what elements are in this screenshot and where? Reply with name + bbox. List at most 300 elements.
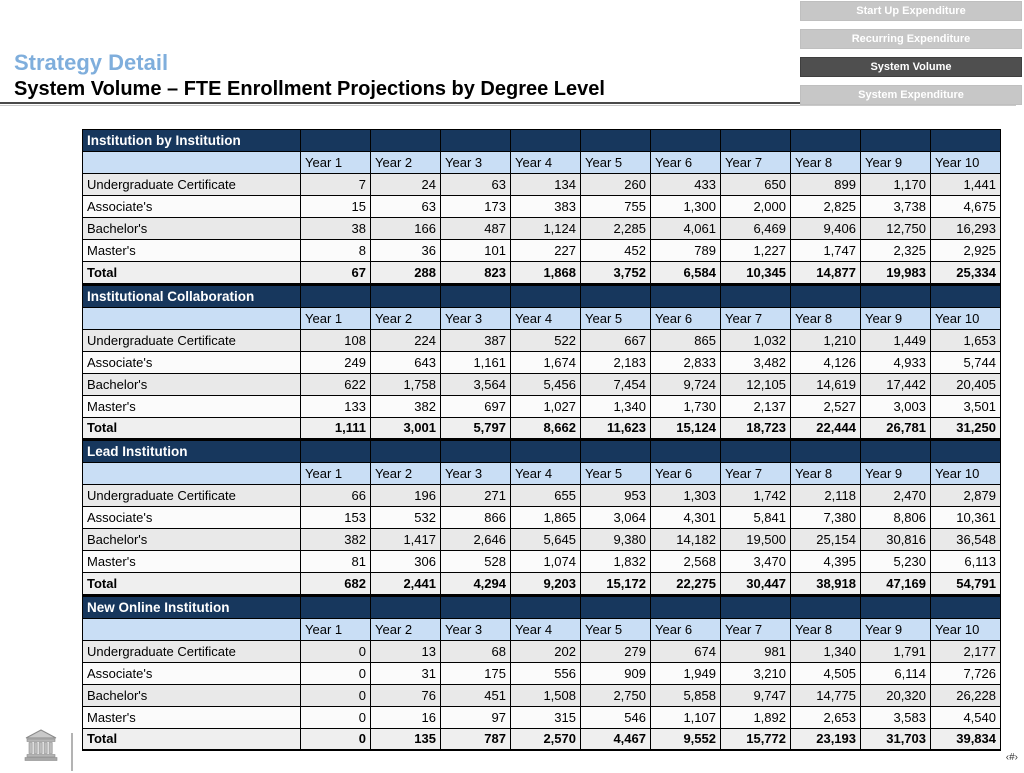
value-cell: 271: [441, 485, 511, 507]
value-cell: 26,228: [931, 684, 1001, 706]
total-value-cell: 682: [301, 573, 371, 595]
total-value-cell: 15,772: [721, 728, 791, 750]
value-cell: 1,653: [931, 329, 1001, 351]
table-title-spacer-cell: [791, 596, 861, 618]
year-header-cell: Year 5: [581, 152, 651, 174]
value-cell: 24: [371, 174, 441, 196]
value-cell: 1,449: [861, 329, 931, 351]
value-cell: 306: [371, 551, 441, 573]
value-cell: 13: [371, 640, 441, 662]
table-section-header: [83, 596, 1001, 618]
total-value-cell: 10,345: [721, 262, 791, 284]
year-header-cell: Year 6: [651, 307, 721, 329]
value-cell: 528: [441, 551, 511, 573]
value-cell: 1,227: [721, 240, 791, 262]
value-cell: 14,182: [651, 529, 721, 551]
table-title-spacer-cell: [301, 441, 371, 463]
value-cell: 866: [441, 507, 511, 529]
value-cell: 0: [301, 640, 371, 662]
table-title-spacer-cell: [721, 285, 791, 307]
table-title-spacer-cell: [441, 130, 511, 152]
table-title-spacer-cell: [791, 130, 861, 152]
total-row: [83, 417, 1001, 439]
value-cell: 8,806: [861, 507, 931, 529]
year-header-cell: Year 10: [931, 152, 1001, 174]
value-cell: 655: [511, 485, 581, 507]
year-header-cell: Year 7: [721, 463, 791, 485]
total-value-cell: 9,552: [651, 728, 721, 750]
value-cell: 755: [581, 196, 651, 218]
table-section-header: [83, 130, 1001, 152]
degree-label-cell: Bachelor's: [83, 373, 301, 395]
total-value-cell: 1,111: [301, 417, 371, 439]
value-cell: 2,325: [861, 240, 931, 262]
year-header-cell: Year 9: [861, 152, 931, 174]
degree-label-cell: Undergraduate Certificate: [83, 174, 301, 196]
total-value-cell: 22,444: [791, 417, 861, 439]
value-cell: 1,949: [651, 662, 721, 684]
value-cell: 522: [511, 329, 581, 351]
value-cell: 2,825: [791, 196, 861, 218]
value-cell: 101: [441, 240, 511, 262]
table-row: [83, 640, 1001, 662]
value-cell: 279: [581, 640, 651, 662]
value-cell: 452: [581, 240, 651, 262]
total-value-cell: 23,193: [791, 728, 861, 750]
value-cell: 1,417: [371, 529, 441, 551]
value-cell: 3,210: [721, 662, 791, 684]
year-header-cell: Year 4: [511, 618, 581, 640]
slide-number-placeholder: ‹#›: [1005, 752, 1018, 763]
value-cell: 0: [301, 662, 371, 684]
total-value-cell: 9,203: [511, 573, 581, 595]
value-cell: 1,300: [651, 196, 721, 218]
value-cell: 1,508: [511, 684, 581, 706]
value-cell: 3,501: [931, 395, 1001, 417]
total-value-cell: 11,623: [581, 417, 651, 439]
value-cell: 1,107: [651, 706, 721, 728]
value-cell: 5,645: [511, 529, 581, 551]
total-value-cell: 15,172: [581, 573, 651, 595]
year-header-row: [83, 618, 1001, 640]
classical-building-icon: [24, 729, 58, 766]
year-header-cell: Year 1: [301, 152, 371, 174]
value-cell: 1,124: [511, 218, 581, 240]
value-cell: 382: [371, 395, 441, 417]
value-cell: 1,161: [441, 351, 511, 373]
degree-label-cell: Associate's: [83, 662, 301, 684]
value-cell: 3,583: [861, 706, 931, 728]
value-cell: 5,858: [651, 684, 721, 706]
table-row: [83, 240, 1001, 262]
value-cell: 7,454: [581, 373, 651, 395]
projection-table: [82, 285, 1001, 441]
value-cell: 76: [371, 684, 441, 706]
table-title: Lead Institution: [83, 441, 301, 463]
table-title-spacer-cell: [791, 441, 861, 463]
year-header-row: [83, 152, 1001, 174]
value-cell: 2,118: [791, 485, 861, 507]
table-title: Institution by Institution: [83, 130, 301, 152]
value-cell: 1,032: [721, 329, 791, 351]
value-cell: 382: [301, 529, 371, 551]
tables-region: [82, 129, 1001, 751]
value-cell: 3,064: [581, 507, 651, 529]
total-value-cell: 19,983: [861, 262, 931, 284]
table-row: [83, 684, 1001, 706]
value-cell: 2,568: [651, 551, 721, 573]
value-cell: 20,320: [861, 684, 931, 706]
value-cell: 9,380: [581, 529, 651, 551]
value-cell: 532: [371, 507, 441, 529]
table-title-spacer-cell: [791, 285, 861, 307]
table-title-spacer-cell: [371, 130, 441, 152]
value-cell: 5,841: [721, 507, 791, 529]
value-cell: 30,816: [861, 529, 931, 551]
table-title-spacer-cell: [581, 441, 651, 463]
year-header-cell: Year 4: [511, 152, 581, 174]
degree-label-cell: Associate's: [83, 196, 301, 218]
value-cell: 2,527: [791, 395, 861, 417]
table-row: [83, 174, 1001, 196]
value-cell: 8: [301, 240, 371, 262]
value-cell: 667: [581, 329, 651, 351]
table-section-header: [83, 441, 1001, 463]
year-header-cell: Year 5: [581, 463, 651, 485]
value-cell: 4,301: [651, 507, 721, 529]
total-value-cell: 18,723: [721, 417, 791, 439]
table-title-spacer-cell: [721, 441, 791, 463]
table-title-spacer-cell: [861, 441, 931, 463]
value-cell: 260: [581, 174, 651, 196]
value-cell: 4,933: [861, 351, 931, 373]
total-value-cell: 5,797: [441, 417, 511, 439]
value-cell: 1,892: [721, 706, 791, 728]
total-value-cell: 67: [301, 262, 371, 284]
value-cell: 5,744: [931, 351, 1001, 373]
value-cell: 6,114: [861, 662, 931, 684]
table-title-spacer-cell: [371, 285, 441, 307]
degree-label-cell: Associate's: [83, 351, 301, 373]
value-cell: 3,564: [441, 373, 511, 395]
total-value-cell: 4,294: [441, 573, 511, 595]
value-cell: 3,482: [721, 351, 791, 373]
year-header-cell: Year 7: [721, 307, 791, 329]
year-header-cell: Year 3: [441, 618, 511, 640]
value-cell: 31: [371, 662, 441, 684]
year-header-blank-cell: [83, 152, 301, 174]
table-title-spacer-cell: [861, 285, 931, 307]
value-cell: 36,548: [931, 529, 1001, 551]
degree-label-cell: Undergraduate Certificate: [83, 640, 301, 662]
year-header-cell: Year 10: [931, 463, 1001, 485]
year-header-cell: Year 10: [931, 307, 1001, 329]
nav-button-system-volume[interactable]: System Volume: [800, 57, 1022, 77]
year-header-cell: Year 10: [931, 618, 1001, 640]
table-title: New Online Institution: [83, 596, 301, 618]
value-cell: 2,879: [931, 485, 1001, 507]
year-header-cell: Year 7: [721, 618, 791, 640]
value-cell: 1,742: [721, 485, 791, 507]
year-header-cell: Year 9: [861, 463, 931, 485]
total-value-cell: 22,275: [651, 573, 721, 595]
value-cell: 153: [301, 507, 371, 529]
total-label-cell: Total: [83, 573, 301, 595]
value-cell: 134: [511, 174, 581, 196]
total-value-cell: 47,169: [861, 573, 931, 595]
total-label-cell: Total: [83, 262, 301, 284]
value-cell: 16: [371, 706, 441, 728]
degree-label-cell: Associate's: [83, 507, 301, 529]
value-cell: 20,405: [931, 373, 1001, 395]
table-title-spacer-cell: [371, 441, 441, 463]
value-cell: 15: [301, 196, 371, 218]
value-cell: 789: [651, 240, 721, 262]
year-header-cell: Year 6: [651, 152, 721, 174]
value-cell: 36: [371, 240, 441, 262]
value-cell: 12,750: [861, 218, 931, 240]
value-cell: 1,340: [581, 395, 651, 417]
value-cell: 643: [371, 351, 441, 373]
table-row: [83, 706, 1001, 728]
value-cell: 5,456: [511, 373, 581, 395]
value-cell: 2,925: [931, 240, 1001, 262]
year-header-cell: Year 4: [511, 307, 581, 329]
value-cell: 202: [511, 640, 581, 662]
value-cell: 7,726: [931, 662, 1001, 684]
table-title-spacer-cell: [301, 130, 371, 152]
value-cell: 6,113: [931, 551, 1001, 573]
year-header-cell: Year 5: [581, 618, 651, 640]
value-cell: 487: [441, 218, 511, 240]
year-header-cell: Year 6: [651, 618, 721, 640]
value-cell: 387: [441, 329, 511, 351]
value-cell: 4,505: [791, 662, 861, 684]
value-cell: 7,380: [791, 507, 861, 529]
table-title-spacer-cell: [931, 441, 1001, 463]
value-cell: 2,177: [931, 640, 1001, 662]
value-cell: 383: [511, 196, 581, 218]
value-cell: 546: [581, 706, 651, 728]
value-cell: 166: [371, 218, 441, 240]
page-title: System Volume – FTE Enrollment Projections by Degree Level: [14, 78, 605, 100]
total-row: [83, 728, 1001, 750]
year-header-cell: Year 3: [441, 307, 511, 329]
year-header-cell: Year 8: [791, 152, 861, 174]
value-cell: 2,646: [441, 529, 511, 551]
value-cell: 9,406: [791, 218, 861, 240]
value-cell: 865: [651, 329, 721, 351]
value-cell: 674: [651, 640, 721, 662]
total-value-cell: 8,662: [511, 417, 581, 439]
value-cell: 4,540: [931, 706, 1001, 728]
total-label-cell: Total: [83, 417, 301, 439]
value-cell: 1,210: [791, 329, 861, 351]
total-value-cell: 823: [441, 262, 511, 284]
year-header-cell: Year 3: [441, 152, 511, 174]
total-value-cell: 39,834: [931, 728, 1001, 750]
table-row: [83, 485, 1001, 507]
table-row: [83, 395, 1001, 417]
year-header-cell: Year 8: [791, 618, 861, 640]
table-title-spacer-cell: [651, 285, 721, 307]
section-nav: [800, 1, 1022, 105]
table-title-spacer-cell: [581, 285, 651, 307]
value-cell: 4,061: [651, 218, 721, 240]
value-cell: 14,619: [791, 373, 861, 395]
total-value-cell: 3,001: [371, 417, 441, 439]
value-cell: 66: [301, 485, 371, 507]
value-cell: 0: [301, 684, 371, 706]
table-title-spacer-cell: [511, 596, 581, 618]
total-row: [83, 573, 1001, 595]
total-value-cell: 4,467: [581, 728, 651, 750]
value-cell: 173: [441, 196, 511, 218]
year-header-cell: Year 9: [861, 618, 931, 640]
value-cell: 97: [441, 706, 511, 728]
value-cell: 16,293: [931, 218, 1001, 240]
nav-button-start-up-expenditure[interactable]: Start Up Expenditure: [800, 1, 1022, 21]
table-title: Institutional Collaboration: [83, 285, 301, 307]
value-cell: 249: [301, 351, 371, 373]
value-cell: 2,750: [581, 684, 651, 706]
total-value-cell: 14,877: [791, 262, 861, 284]
value-cell: 227: [511, 240, 581, 262]
value-cell: 1,865: [511, 507, 581, 529]
year-header-cell: Year 7: [721, 152, 791, 174]
total-value-cell: 30,447: [721, 573, 791, 595]
table-row: [83, 351, 1001, 373]
value-cell: 25,154: [791, 529, 861, 551]
value-cell: 451: [441, 684, 511, 706]
value-cell: 1,758: [371, 373, 441, 395]
table-title-spacer-cell: [581, 130, 651, 152]
value-cell: 2,137: [721, 395, 791, 417]
value-cell: 12,105: [721, 373, 791, 395]
value-cell: 1,074: [511, 551, 581, 573]
table-title-spacer-cell: [861, 130, 931, 152]
year-header-cell: Year 9: [861, 307, 931, 329]
year-header-cell: Year 2: [371, 463, 441, 485]
table-section-header: [83, 285, 1001, 307]
year-header-cell: Year 1: [301, 618, 371, 640]
table-title-spacer-cell: [581, 596, 651, 618]
nav-button-system-expenditure[interactable]: System Expenditure: [800, 85, 1022, 105]
degree-label-cell: Bachelor's: [83, 684, 301, 706]
value-cell: 196: [371, 485, 441, 507]
value-cell: 9,747: [721, 684, 791, 706]
value-cell: 4,126: [791, 351, 861, 373]
year-header-blank-cell: [83, 618, 301, 640]
table-title-spacer-cell: [371, 596, 441, 618]
value-cell: 19,500: [721, 529, 791, 551]
value-cell: 650: [721, 174, 791, 196]
degree-label-cell: Master's: [83, 551, 301, 573]
total-value-cell: 6,584: [651, 262, 721, 284]
value-cell: 81: [301, 551, 371, 573]
value-cell: 1,340: [791, 640, 861, 662]
value-cell: 63: [371, 196, 441, 218]
year-header-cell: Year 8: [791, 463, 861, 485]
value-cell: 5,230: [861, 551, 931, 573]
value-cell: 10,361: [931, 507, 1001, 529]
value-cell: 909: [581, 662, 651, 684]
value-cell: 38: [301, 218, 371, 240]
value-cell: 1,674: [511, 351, 581, 373]
degree-label-cell: Master's: [83, 395, 301, 417]
footer-divider: [71, 733, 73, 771]
projection-table: [82, 129, 1001, 285]
value-cell: 3,738: [861, 196, 931, 218]
table-title-spacer-cell: [931, 596, 1001, 618]
value-cell: 1,832: [581, 551, 651, 573]
value-cell: 1,170: [861, 174, 931, 196]
value-cell: 6,469: [721, 218, 791, 240]
table-title-spacer-cell: [441, 441, 511, 463]
year-header-cell: Year 6: [651, 463, 721, 485]
total-value-cell: 38,918: [791, 573, 861, 595]
year-header-cell: Year 2: [371, 618, 441, 640]
strategy-detail-label: Strategy Detail: [14, 50, 169, 75]
value-cell: 1,303: [651, 485, 721, 507]
total-row: [83, 262, 1001, 284]
degree-label-cell: Bachelor's: [83, 529, 301, 551]
value-cell: 556: [511, 662, 581, 684]
total-value-cell: 3,752: [581, 262, 651, 284]
table-title-spacer-cell: [931, 285, 1001, 307]
value-cell: 433: [651, 174, 721, 196]
nav-button-recurring-expenditure[interactable]: Recurring Expenditure: [800, 29, 1022, 49]
value-cell: 1,027: [511, 395, 581, 417]
table-title-spacer-cell: [441, 285, 511, 307]
table-title-spacer-cell: [931, 130, 1001, 152]
total-value-cell: 2,570: [511, 728, 581, 750]
value-cell: 14,775: [791, 684, 861, 706]
value-cell: 981: [721, 640, 791, 662]
total-value-cell: 787: [441, 728, 511, 750]
value-cell: 315: [511, 706, 581, 728]
table-row: [83, 196, 1001, 218]
value-cell: 4,675: [931, 196, 1001, 218]
table-title-spacer-cell: [861, 596, 931, 618]
table-title-spacer-cell: [651, 130, 721, 152]
total-value-cell: 0: [301, 728, 371, 750]
year-header-blank-cell: [83, 463, 301, 485]
total-value-cell: 25,334: [931, 262, 1001, 284]
value-cell: 133: [301, 395, 371, 417]
year-header-cell: Year 2: [371, 152, 441, 174]
total-value-cell: 31,703: [861, 728, 931, 750]
year-header-cell: Year 5: [581, 307, 651, 329]
value-cell: 4,395: [791, 551, 861, 573]
table-title-spacer-cell: [721, 130, 791, 152]
total-label-cell: Total: [83, 728, 301, 750]
projection-table: [82, 596, 1001, 752]
total-value-cell: 2,441: [371, 573, 441, 595]
year-header-cell: Year 1: [301, 463, 371, 485]
year-header-row: [83, 307, 1001, 329]
total-value-cell: 31,250: [931, 417, 1001, 439]
value-cell: 1,747: [791, 240, 861, 262]
value-cell: 2,653: [791, 706, 861, 728]
table-title-spacer-cell: [511, 285, 581, 307]
table-row: [83, 329, 1001, 351]
value-cell: 899: [791, 174, 861, 196]
year-header-row: [83, 463, 1001, 485]
value-cell: 68: [441, 640, 511, 662]
table-row: [83, 507, 1001, 529]
projection-table: [82, 440, 1001, 596]
